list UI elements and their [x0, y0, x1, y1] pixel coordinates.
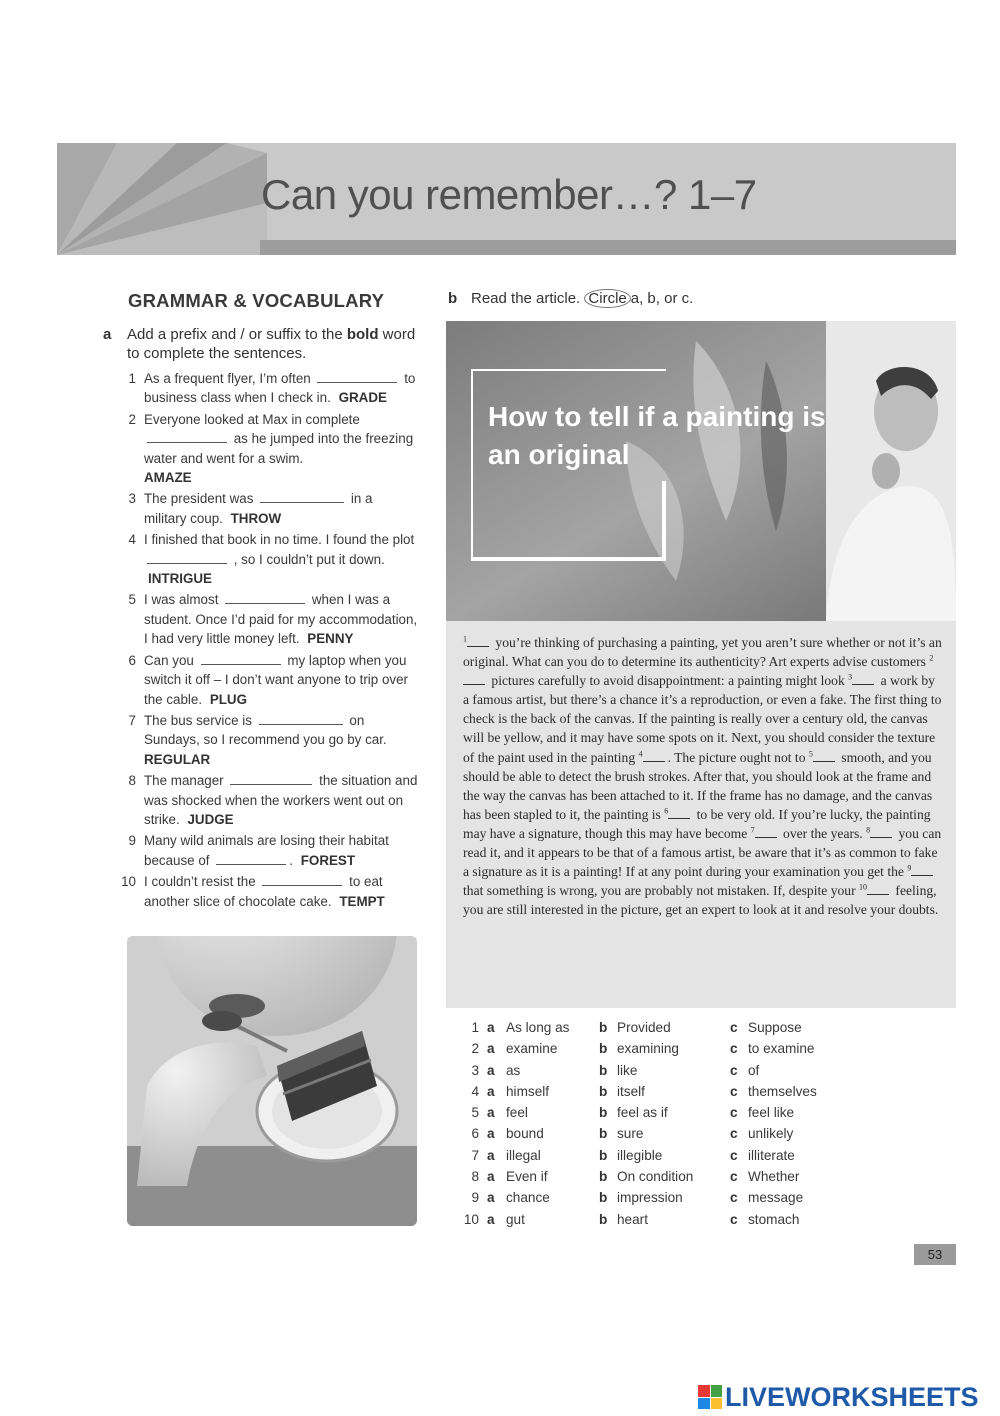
option-c[interactable]: stomach [748, 1211, 800, 1227]
exercise-text-before: I couldn’t resist the [144, 874, 256, 890]
option-letter-c: c [730, 1147, 738, 1163]
option-letter-a: a [487, 1062, 495, 1078]
exercise-text-before: The bus service is [144, 712, 252, 728]
article-segment: pictures carefully to avoid disappointment: a painting might look [488, 673, 849, 689]
option-letter-b: b [599, 1105, 608, 1121]
option-a[interactable]: As long as [506, 1020, 570, 1035]
task-b-instruction-start: Read the article. [471, 290, 581, 307]
option-b[interactable]: itself [617, 1083, 645, 1099]
exercise-text-before: The manager [144, 773, 224, 789]
article-gap[interactable] [911, 874, 933, 876]
exercise-text-after: my laptop when you switch it off – I don’t want anyone to trip over the cable. [144, 652, 408, 707]
choice-row [455, 1212, 875, 1233]
choice-number: 7 [471, 1147, 479, 1163]
exercise-number: 5 [128, 592, 136, 608]
option-c[interactable]: Whether [748, 1169, 800, 1185]
option-a[interactable]: examine [506, 1041, 558, 1057]
article-segment: you can read it, and it appears to be that of a famous artist, be aware that it’s as common to fake a signature as it is a painting! If at any point during your examination you get the [463, 825, 942, 880]
option-b[interactable]: examining [617, 1041, 679, 1057]
exercise-item [118, 872, 418, 911]
banner-strip [260, 240, 956, 255]
page-title: Can you remember…? 1–7 [261, 171, 757, 218]
article-segment: . The picture ought not to [667, 749, 809, 765]
option-a[interactable]: as [506, 1062, 521, 1078]
option-c[interactable]: to examine [748, 1041, 815, 1057]
option-a[interactable]: gut [506, 1211, 525, 1227]
choice-row [455, 1105, 875, 1126]
exercise-item [118, 489, 418, 528]
section-heading: GRAMMAR & VOCABULARY [128, 290, 385, 311]
exercise-blank[interactable] [230, 783, 312, 785]
exercise-blank[interactable] [147, 562, 227, 564]
option-letter-b: b [599, 1126, 608, 1142]
option-c[interactable]: Suppose [748, 1020, 802, 1035]
option-letter-b: b [599, 1020, 608, 1035]
choice-number: 4 [471, 1083, 479, 1099]
exercise-text-before: As a frequent flyer, I’m often [144, 371, 311, 386]
article-gap[interactable] [467, 645, 489, 647]
exercise-text-after: when I was a student. Once I’d paid for my accommodation, I had very little money left. [144, 592, 418, 647]
article-segment: a work by a famous artist, but there’s a chance it’s a reproduction, or even a fake. The first thing to check is the back of the canvas. If the painting is really over a century old, the canvas will be yellow, and it may have some spots on it. Next, you should consider the texture of the paint used in the painting [463, 673, 942, 765]
choice-row [455, 1190, 875, 1211]
choice-row [455, 1148, 875, 1169]
exercise-root-word: PENNY [307, 631, 354, 647]
exercise-text-after: . [289, 852, 293, 868]
option-letter-c: c [730, 1169, 738, 1185]
option-letter-b: b [599, 1169, 608, 1185]
gap-number: 1 [463, 634, 467, 644]
choice-number: 8 [471, 1169, 479, 1185]
exercise-number: 9 [128, 833, 136, 849]
option-letter-c: c [730, 1062, 738, 1078]
gap-number: 4 [638, 749, 643, 759]
exercise-blank[interactable] [147, 441, 227, 443]
exercise-text-after: to business class when I check in. [144, 371, 416, 406]
exercise-blank[interactable] [201, 663, 281, 665]
exercise-item [118, 711, 418, 769]
article-title: How to tell if a painting is an original [488, 401, 826, 470]
exercise-number: 1 [128, 371, 136, 386]
option-c[interactable]: message [748, 1190, 804, 1206]
task-b-letter: b [448, 290, 458, 307]
exercise-text-before: The president was [144, 491, 254, 507]
exercise-root-word: JUDGE [187, 811, 234, 827]
choices-list [455, 1020, 875, 1233]
option-c[interactable]: themselves [748, 1083, 817, 1099]
option-b[interactable]: impression [617, 1190, 683, 1206]
article-gap[interactable] [813, 760, 835, 762]
exercise-number: 7 [128, 712, 136, 728]
exercise-number: 8 [128, 773, 136, 789]
exercise-root-word: FOREST [300, 852, 356, 868]
option-letter-a: a [487, 1169, 495, 1185]
choice-number: 9 [471, 1190, 479, 1206]
exercise-text-after: as he jumped into the freezing water and went for a swim. [144, 431, 414, 466]
choice-number: 1 [471, 1020, 479, 1035]
option-c[interactable]: unlikely [748, 1126, 794, 1142]
option-letter-b: b [599, 1062, 608, 1078]
exercise-text-before: Many wild animals are losing their habitat because of [144, 833, 389, 868]
exercise-blank[interactable] [260, 501, 344, 503]
option-a[interactable]: illegal [506, 1147, 541, 1163]
exercise-root-word: AMAZE [144, 470, 192, 486]
choice-row [455, 1041, 875, 1062]
choice-row [455, 1169, 875, 1190]
exercise-blank[interactable] [262, 884, 342, 886]
exercise-item [118, 771, 418, 829]
exercise-text-after: to eat another slice of chocolate cake. [144, 874, 383, 909]
exercise-blank[interactable] [225, 602, 305, 604]
title-banner [57, 143, 956, 255]
exercise-number: 3 [128, 491, 136, 507]
choice-number: 6 [471, 1126, 479, 1142]
brand-name: LIVEWORKSHEETS [725, 1381, 979, 1412]
option-a[interactable]: chance [506, 1190, 550, 1206]
exercise-root-word: GRADE [338, 390, 387, 406]
article-gap[interactable] [852, 683, 874, 685]
task-a-instruction-bold: bold [346, 326, 379, 343]
choice-row [455, 1126, 875, 1147]
exercise-number: 2 [128, 411, 136, 427]
option-letter-c: c [730, 1105, 738, 1121]
choice-number: 5 [471, 1105, 479, 1121]
article-gap[interactable] [463, 683, 485, 685]
exercise-text-before: Everyone looked at Max in complete [144, 411, 360, 427]
task-a-letter: a [103, 326, 112, 343]
option-letter-c: c [730, 1126, 738, 1142]
logo-cell-i [711, 1385, 723, 1397]
exercise-root-word: INTRIGUE [148, 571, 212, 587]
logo-cell-v [698, 1398, 710, 1410]
exercise-item [118, 410, 418, 488]
article-segment: feeling, you are still interested in the picture, get an expert to look at it and resolve your doubts. [463, 883, 939, 918]
gap-number: 6 [664, 806, 669, 816]
option-letter-a: a [487, 1211, 495, 1227]
option-c[interactable]: illiterate [748, 1147, 795, 1163]
option-a[interactable]: feel [506, 1105, 528, 1121]
article-text [463, 633, 943, 919]
option-letter-b: b [599, 1041, 608, 1057]
exercise-number: 4 [128, 532, 136, 548]
article-gap[interactable] [867, 893, 889, 895]
choice-number: 10 [463, 1211, 479, 1227]
article-segment: that something is wrong, you are probably not mistaken. If, despite your [463, 883, 860, 899]
exercise-root-word: TEMPT [339, 893, 385, 909]
option-b[interactable]: feel as if [617, 1105, 668, 1121]
banner-fan-graphic [57, 143, 267, 255]
option-b[interactable]: illegible [617, 1147, 663, 1163]
liveworksheets-logo[interactable] [698, 1382, 979, 1412]
article-segment: you’re thinking of purchasing a painting, yet you aren’t sure whether or not it’s an original. What can you do to determine its authenticity? Art experts advise customers [463, 635, 942, 670]
exercise-text-before: I finished that book in no time. I found the plot [144, 532, 415, 548]
option-c[interactable]: of [748, 1062, 760, 1078]
exercise-text-before: I was almost [144, 592, 219, 608]
task-a-instruction [127, 325, 417, 363]
task-b-instruction [471, 290, 693, 307]
option-b[interactable]: heart [617, 1211, 648, 1227]
option-letter-a: a [487, 1105, 495, 1121]
choice-row [455, 1063, 875, 1084]
logo-cell-l [698, 1385, 710, 1397]
option-a[interactable]: himself [506, 1083, 550, 1099]
option-letter-b: b [599, 1190, 608, 1206]
exercise-blank[interactable] [317, 381, 397, 383]
option-b[interactable]: Provided [617, 1020, 671, 1035]
logo-cell-e [711, 1398, 723, 1410]
exercise-number: 10 [121, 874, 136, 890]
gap-number: 8 [866, 825, 871, 835]
exercise-text-before: Can you [144, 652, 194, 668]
option-b[interactable]: On condition [617, 1169, 694, 1185]
article-gap[interactable] [870, 836, 892, 838]
option-b[interactable]: sure [617, 1126, 644, 1142]
circled-word: Circle [584, 289, 630, 308]
gap-number: 10 [859, 882, 868, 892]
task-a-instruction-start: Add a prefix and / or suffix to the [127, 326, 347, 343]
article-gap[interactable] [755, 836, 777, 838]
gap-number: 3 [848, 672, 853, 682]
gap-number: 9 [907, 863, 912, 873]
task-b-instruction-end: a, b, or c. [630, 290, 694, 307]
option-letter-a: a [487, 1147, 495, 1163]
article-segment: to be very old. If you’re lucky, the painting may have a signature, though this may have become [463, 806, 931, 841]
choice-number: 2 [471, 1041, 479, 1057]
article-gap[interactable] [668, 817, 690, 819]
exercise-text-after: the situation and was shocked when the workers went out on strike. [144, 773, 418, 827]
choice-row [455, 1020, 875, 1041]
option-b[interactable]: like [617, 1062, 638, 1078]
option-letter-c: c [730, 1041, 738, 1057]
gap-number: 7 [750, 825, 755, 835]
option-letter-c: c [730, 1211, 738, 1227]
option-letter-a: a [487, 1041, 495, 1057]
task-a-instruction-end: word to complete the sentences. [127, 326, 416, 362]
option-letter-c: c [730, 1020, 738, 1035]
exercise-item [118, 590, 418, 648]
exercise-item [118, 369, 418, 408]
option-letter-b: b [599, 1211, 608, 1227]
exercise-item [118, 651, 418, 709]
option-letter-b: b [599, 1147, 608, 1163]
exercise-root-word: THROW [230, 510, 282, 526]
choice-number: 3 [471, 1062, 479, 1078]
option-c[interactable]: feel like [748, 1105, 795, 1121]
exercise-number: 6 [128, 652, 136, 668]
exercise-blank[interactable] [216, 863, 286, 865]
option-letter-b: b [599, 1083, 608, 1099]
option-a[interactable]: Even if [506, 1169, 548, 1185]
article-gap[interactable] [643, 760, 665, 762]
option-letter-a: a [487, 1126, 495, 1142]
page-number: 53 [914, 1244, 956, 1265]
gap-number: 5 [808, 749, 813, 759]
exercise-root-word: PLUG [209, 691, 248, 707]
exercise-item [118, 831, 418, 870]
option-letter-a: a [487, 1190, 495, 1206]
gap-number: 2 [929, 653, 934, 663]
option-letter-a: a [487, 1083, 495, 1099]
exercise-text-after: , so I couldn’t put it down. [233, 551, 385, 567]
choice-row [455, 1084, 875, 1105]
exercise-root-word: REGULAR [144, 751, 211, 767]
exercise-text-after: on Sundays, so I recommend you go by car. [144, 712, 387, 748]
exercise-blank[interactable] [259, 723, 343, 725]
option-letter-a: a [487, 1020, 495, 1035]
option-letter-c: c [730, 1190, 738, 1206]
option-letter-c: c [730, 1083, 738, 1099]
exercise-text-after: in a military coup. [144, 491, 373, 526]
exercise-item [118, 530, 418, 588]
cake-photo [127, 936, 417, 1226]
brand-logo-icon [698, 1385, 722, 1409]
article-segment: over the years. [779, 825, 867, 841]
exercise-a-list [118, 369, 418, 911]
option-a[interactable]: bound [506, 1126, 544, 1142]
cake-photo-illustration [127, 936, 417, 1226]
article-segment: smooth, and you should be able to detect the brush strokes. After that, you should look at the frame and the way the canvas has been attached to it. If the frame has no damage, and the canvas has been stapled to it, the painting is [463, 749, 933, 822]
